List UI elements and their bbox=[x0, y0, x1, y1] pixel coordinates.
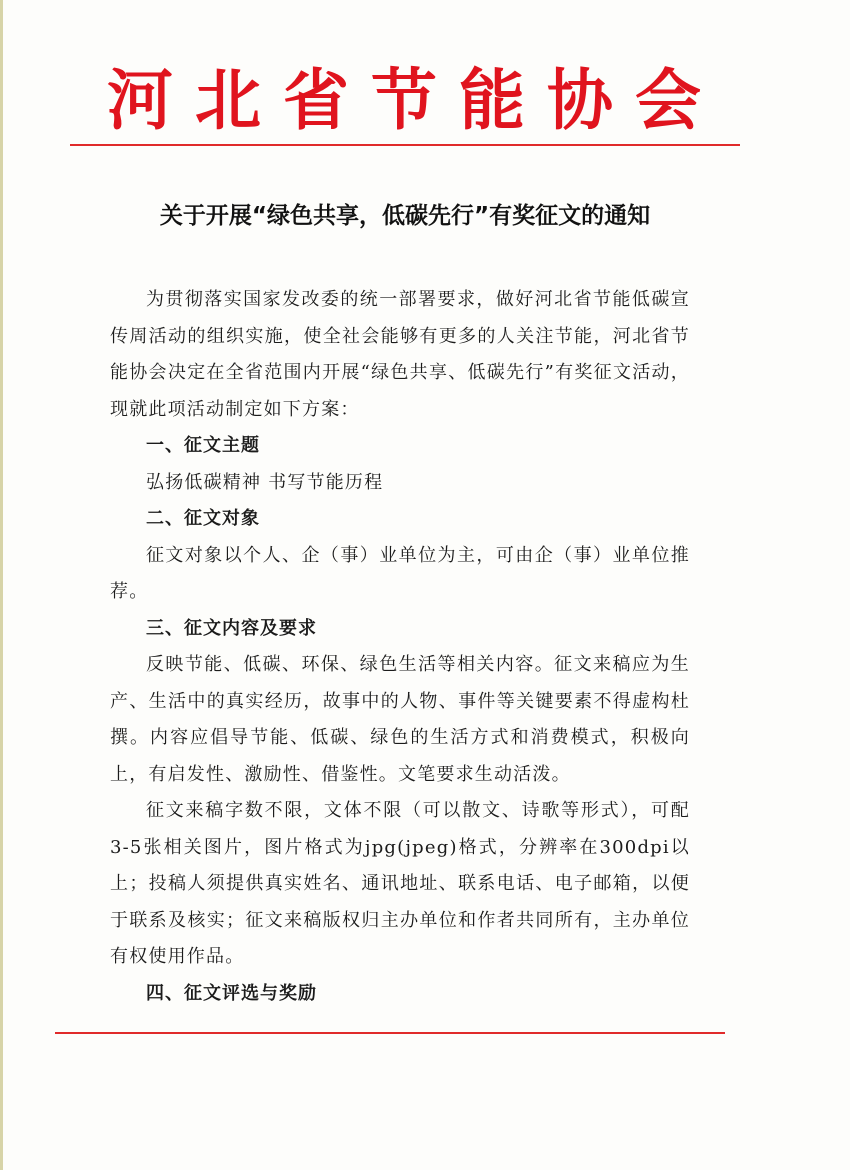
letterhead-org-name: 河北省节能协会 bbox=[107, 61, 723, 139]
notice-body bbox=[110, 282, 690, 1012]
section-heading-target: 二、征文对象 bbox=[146, 508, 260, 529]
section-text-content-2: 征文来稿字数不限，文体不限（可以散文、诗歌等形式），可配3-5张相关图片，图片格式为jpg(jpeg)格式，分辨率在300dpi以上；投稿人须提供真实姓名、通讯地址、联系电话、电子邮箱，以便于联系及核实；征文来稿版权归主办单位和作者共同所有，主办单位有权使用作品。 bbox=[110, 800, 690, 967]
section-heading-theme: 一、征文主题 bbox=[146, 435, 260, 456]
section-heading-award: 四、征文评选与奖励 bbox=[146, 982, 317, 1004]
notice-title: 关于开展“绿色共享，低碳先行”有奖征文的通知 bbox=[159, 203, 651, 229]
section-text-theme: 弘扬低碳精神 书写节能历程 bbox=[146, 471, 384, 493]
footer-red-rule bbox=[55, 1032, 725, 1034]
letterhead-red-rule bbox=[70, 144, 740, 146]
section-heading-content: 三、征文内容及要求 bbox=[146, 617, 317, 639]
intro-paragraph: 为贯彻落实国家发改委的统一部署要求，做好河北省节能低碳宣传周活动的组织实施，使全社会能够有更多的人关注节能，河北省节能协会决定在全省范围内开展“绿色共享、低碳先行”有奖征文活动，现就此项活动制定如下方案： bbox=[110, 289, 690, 420]
section-text-content-1: 反映节能、低碳、环保、绿色生活等相关内容。征文来稿应为生产、生活中的真实经历，故事中的人物、事件等关键要素不得虚构杜撰。内容应倡导节能、低碳、绿色的生活方式和消费模式，积极向上，有启发性、激励性、借鉴性。文笔要求生动活泼。 bbox=[110, 654, 690, 785]
section-text-target: 征文对象以个人、企（事）业单位为主，可由企（事）业单位推荐。 bbox=[110, 544, 690, 602]
scan-edge bbox=[0, 0, 3, 1170]
